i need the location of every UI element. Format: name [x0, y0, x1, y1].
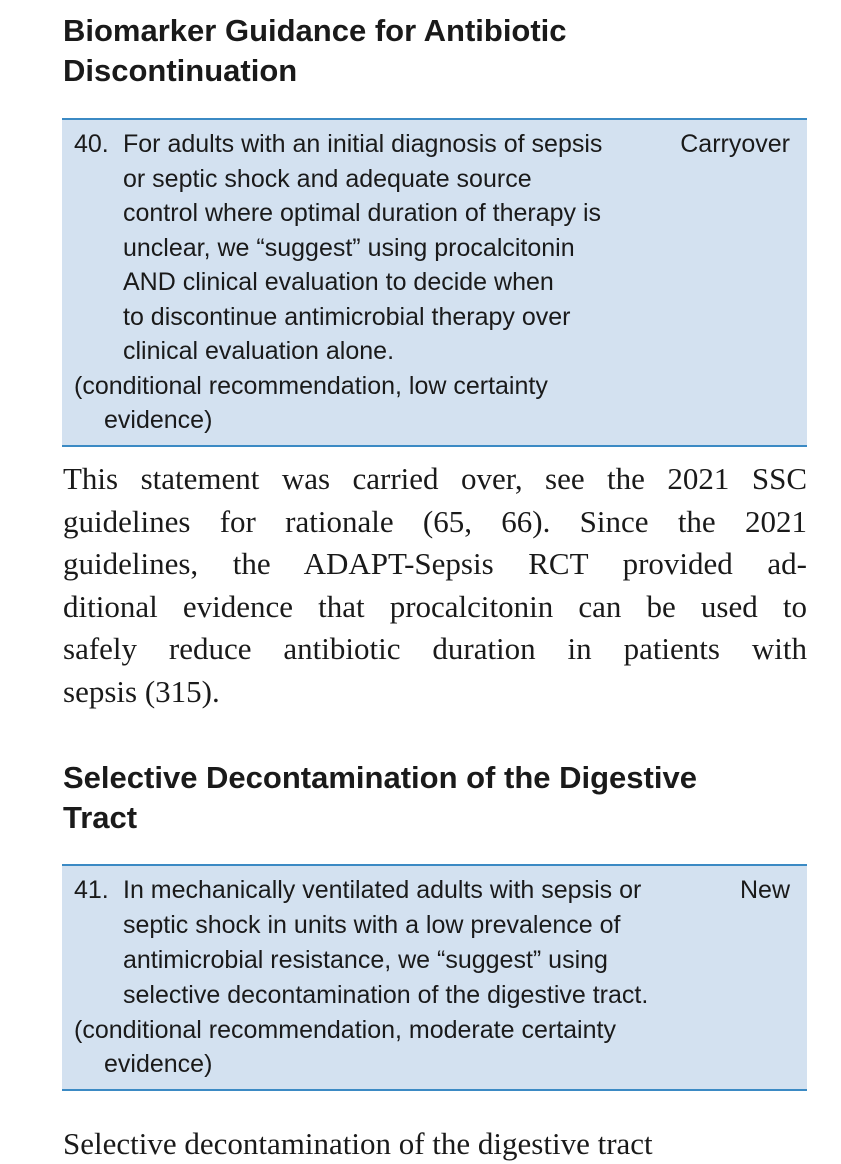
recommendation-box-40: [62, 118, 807, 447]
recommendation-strength: evidence): [104, 406, 213, 434]
recommendation-text-line: clinical evaluation alone.: [123, 337, 395, 365]
section-heading-sdd: [63, 758, 763, 838]
paragraph-line: ditional evidence that procalcitonin can be used to: [63, 588, 807, 624]
recommendation-text-line: septic shock in units with a low prevalence of: [123, 911, 621, 939]
recommendation-status: Carryover: [680, 130, 790, 158]
recommendation-text-line: For adults with an initial diagnosis of sepsis: [123, 130, 603, 158]
recommendation-text-line: to discontinue antimicrobial therapy over: [123, 303, 571, 331]
recommendation-text-line: unclear, we “suggest” using procalcitonin: [123, 234, 575, 262]
paragraph-line: This statement was carried over, see the 2021 SSC: [63, 461, 807, 496]
recommendation-strength: (conditional recommendation, low certainty: [74, 372, 548, 400]
recommendation-status: New: [739, 876, 790, 904]
recommendation-box-41: [62, 864, 807, 1091]
recommendation-strength: (conditional recommendation, moderate certainty: [74, 1016, 616, 1044]
paragraph-line: sepsis (315).: [63, 673, 220, 709]
heading-line: Biomarker Guidance for Antibiotic: [63, 13, 567, 48]
recommendation-text-line: control where optimal duration of therapy is: [123, 199, 602, 227]
paragraph-line: guidelines for rationale (65, 66). Since the 2021: [63, 503, 807, 539]
rationale-paragraph: [63, 458, 807, 713]
paragraph-line: safely reduce antibiotic duration in patients with: [63, 631, 807, 666]
section-heading-biomarker: [63, 11, 763, 91]
recommendation-strength: evidence): [104, 1050, 213, 1078]
recommendation-text-line: selective decontamination of the digestive tract.: [123, 981, 649, 1009]
heading-line: Discontinuation: [63, 53, 298, 88]
cut-off-paragraph-line: [63, 1126, 807, 1161]
recommendation-text-line: antimicrobial resistance, we “suggest” using: [123, 946, 608, 974]
cut-off-text: Selective decontamination of the digestive tract: [63, 1126, 653, 1161]
recommendation-number: 41.: [74, 876, 109, 904]
heading-line: Tract: [63, 800, 138, 835]
recommendation-text-line: In mechanically ventilated adults with sepsis or: [123, 876, 642, 904]
paragraph-line: guidelines, the ADAPT-Sepsis RCT provided ad-: [63, 546, 807, 581]
recommendation-text-line: AND clinical evaluation to decide when: [123, 268, 554, 296]
heading-line: Selective Decontamination of the Digestive: [63, 760, 697, 795]
recommendation-number: 40.: [74, 130, 109, 158]
recommendation-text-line: or septic shock and adequate source: [123, 165, 532, 193]
